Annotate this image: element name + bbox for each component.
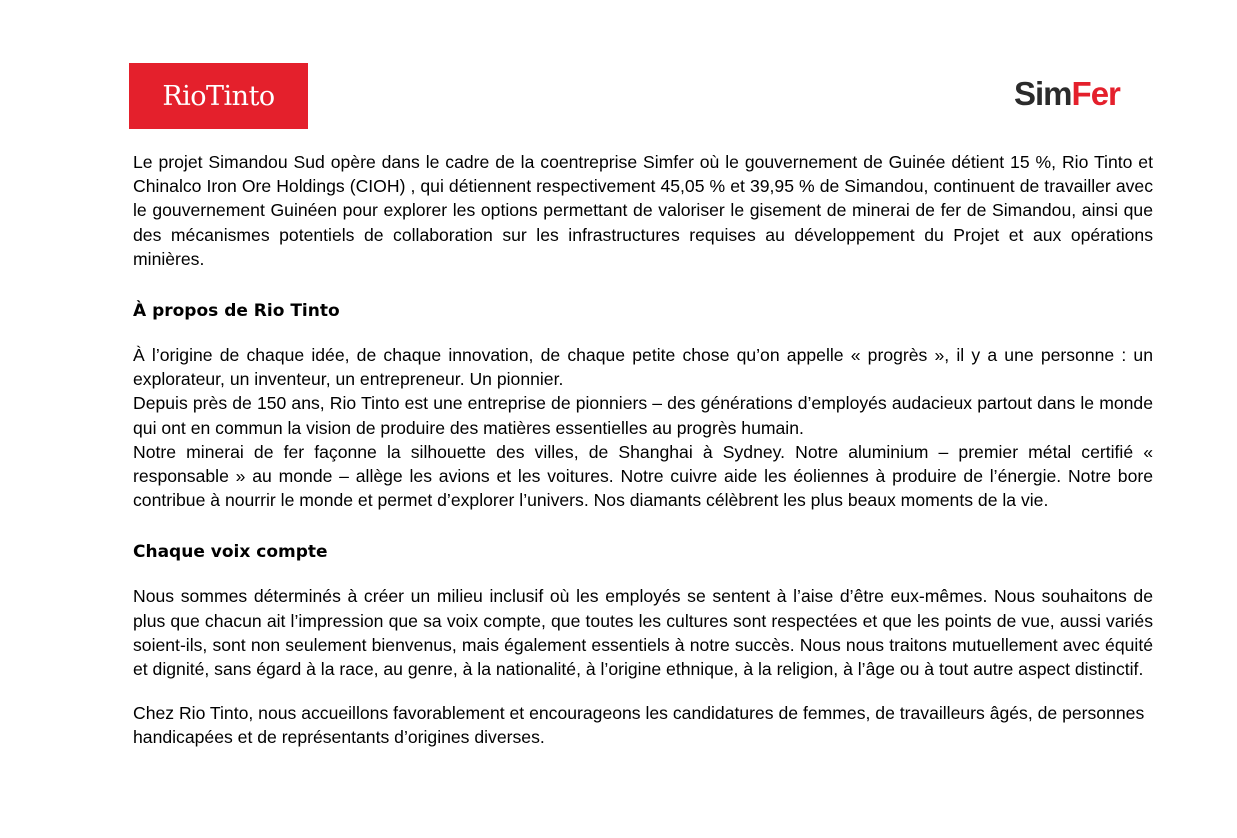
simfer-logo-text-fer: Fer [1071,75,1120,112]
about-paragraph-3: Notre minerai de fer façonne la silhouette des villes, de Shanghai à Sydney. Notre aluminium – premier métal certifié « responsable » au monde – allège les avions et les voitures. Notre cuivre aide les éoliennes à produire de l’énergie. Notre bore contribue à nourrir le monde et permet d’explorer l’univers. Nos diamants célèbrent les plus beaux moments de la vie. [133,441,1153,511]
about-paragraph-2: Depuis près de 150 ans, Rio Tinto est une entreprise de pionniers – des générations d’employés audacieux partout dans le monde qui ont en commun la vision de produire des matières essentielles au progrès humain. [133,393,1153,438]
about-heading: À propos de Rio Tinto [133,301,340,322]
simfer-logo-text-sim: Sim [1014,75,1072,112]
about-paragraph-1: À l’origine de chaque idée, de chaque innovation, de chaque petite chose qu’on appelle « progrès », il y a une personne : un explorateur, un inventeur, un entrepreneur. Un pionnier. [133,345,1153,390]
document-body [133,150,1153,750]
voice-paragraph-1: Nous sommes déterminés à créer un milieu inclusif où les employés se sentent à l’aise d’être eux-mêmes. Nous souhaitons de plus que chacun ait l’impression que sa voix compte, que toutes les cultures sont respectées et que les points de vue, aussi variés soient-ils, sont non seulement bienvenus, mais également essentiels à notre succès. Nous nous traitons mutuellement avec équité et dignité, sans égard à la race, au genre, à la nationalité, à l’origine ethnique, à la religion, à l’âge ou à tout autre aspect distinctif. [133,586,1153,680]
voice-heading: Chaque voix compte [133,542,328,563]
simfer-logo [1014,74,1120,114]
intro-paragraph: Le projet Simandou Sud opère dans le cadre de la coentreprise Simfer où le gouvernement de Guinée détient 15 %, Rio Tinto et Chinalco Iron Ore Holdings (CIOH) , qui détiennent respectivement 45,05 % et 39,95 % de Simandou, continuent de travailler avec le gouvernement Guinéen pour explorer les options permettant de valoriser le gisement de minerai de fer de Simandou, ainsi que des mécanismes potentiels de collaboration sur les infrastructures requises au développement du Projet et aux opérations minières. [133,152,1153,269]
rio-tinto-logo [129,63,308,129]
voice-paragraph-2: Chez Rio Tinto, nous accueillons favorablement et encourageons les candidatures de femmes, de travailleurs âgés, de personnes handicapées et de représentants d’origines diverses. [133,703,1145,748]
rio-tinto-logo-text: RioTinto [162,80,275,112]
